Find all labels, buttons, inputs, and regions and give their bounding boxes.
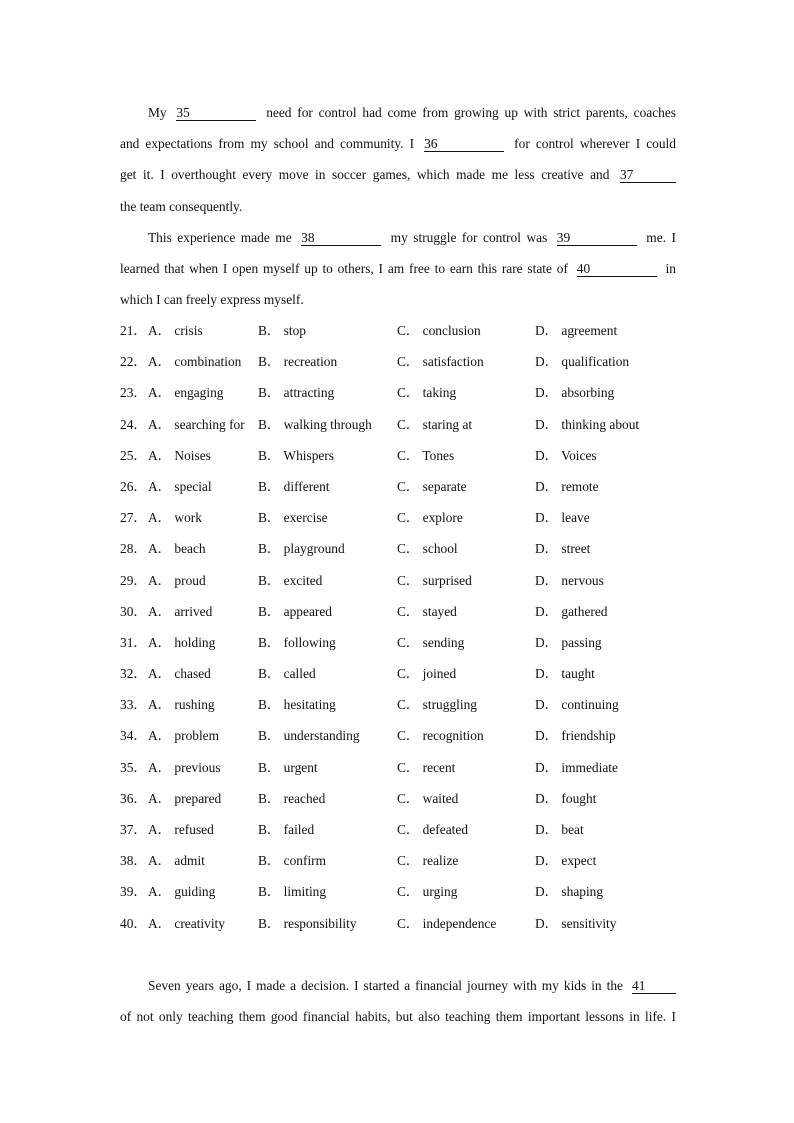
option-a: A． beach xyxy=(148,541,206,557)
option-a: A． combination xyxy=(148,354,242,370)
passage-line xyxy=(120,970,676,1001)
option-row xyxy=(120,720,680,751)
question-number: 26． xyxy=(120,478,147,494)
option-c: C． struggling xyxy=(397,697,477,713)
blank-38: 38 xyxy=(301,230,381,246)
option-c: C． school xyxy=(397,541,458,557)
option-c: C． recent xyxy=(397,759,456,775)
option-d: D． continuing xyxy=(535,697,619,713)
option-d: D． street xyxy=(535,541,591,557)
answer-options xyxy=(120,315,680,939)
question-number: 21． xyxy=(120,323,147,338)
option-a: A． creativity xyxy=(148,915,225,931)
option-c: C． independence xyxy=(397,915,497,931)
option-d: D． nervous xyxy=(535,572,604,588)
option-a: A． refused xyxy=(148,822,214,837)
passage-two xyxy=(120,970,676,1032)
question-number: 40． xyxy=(120,915,147,931)
option-row xyxy=(120,876,680,907)
option-c: C． satisfaction xyxy=(397,354,484,370)
option-b: B． exercise xyxy=(258,510,328,526)
option-b: B． understanding xyxy=(258,728,360,744)
option-d: D． qualification xyxy=(535,354,630,370)
option-row xyxy=(120,845,680,876)
text: in xyxy=(665,260,676,276)
passage-line xyxy=(120,128,676,159)
blank-37: 37 xyxy=(620,167,676,183)
question-number: 23． xyxy=(120,385,147,401)
option-d: D． fought xyxy=(535,790,597,806)
option-d: D． taught xyxy=(535,666,595,682)
blank-40: 40 xyxy=(577,261,657,277)
option-a: A． special xyxy=(148,478,212,494)
option-d: D． friendship xyxy=(535,728,616,744)
text: me. I xyxy=(646,229,676,245)
passage-line xyxy=(120,97,676,128)
option-b: B． recreation xyxy=(258,354,338,370)
option-c: C． defeated xyxy=(397,822,469,837)
option-c: C． taking xyxy=(397,385,457,401)
question-number: 29． xyxy=(120,572,147,588)
option-row xyxy=(120,346,680,377)
option-b: B． hesitating xyxy=(258,697,336,713)
option-b: B． failed xyxy=(258,822,315,837)
option-a: A． engaging xyxy=(148,385,224,401)
option-b: B． confirm xyxy=(258,853,327,869)
option-row xyxy=(120,502,680,533)
option-c: C． conclusion xyxy=(397,323,481,338)
question-number: 25． xyxy=(120,447,147,463)
question-number: 27． xyxy=(120,510,147,526)
text: My xyxy=(148,105,167,120)
passage-line xyxy=(120,253,676,284)
passage-line xyxy=(120,222,676,253)
question-number: 33． xyxy=(120,697,147,713)
question-number: 36． xyxy=(120,790,147,806)
option-row xyxy=(120,783,680,814)
passage-line: the team consequently. xyxy=(120,198,243,214)
text: This experience made me xyxy=(148,229,292,245)
passage-line: of not only teaching them good financial habits, but also teaching them important lessons in life. I xyxy=(120,1009,676,1025)
option-c: C． staring at xyxy=(397,416,473,432)
blank-35: 35 xyxy=(176,105,256,121)
option-row xyxy=(120,689,680,720)
option-row xyxy=(120,471,680,502)
option-a: A． crisis xyxy=(148,323,203,338)
option-c: C． separate xyxy=(397,478,467,494)
option-d: D． leave xyxy=(535,510,590,526)
question-number: 31． xyxy=(120,634,147,650)
option-a: A． rushing xyxy=(148,697,215,713)
option-a: A． problem xyxy=(148,728,220,744)
option-b: B． limiting xyxy=(258,884,327,900)
option-d: D． passing xyxy=(535,634,602,650)
option-row xyxy=(120,752,680,783)
blank-36: 36 xyxy=(424,136,504,152)
option-b: B． appeared xyxy=(258,603,332,619)
option-d: D． shaping xyxy=(535,884,604,900)
question-number: 37． xyxy=(120,822,147,837)
option-a: A． proud xyxy=(148,572,206,588)
option-b: B． stop xyxy=(258,323,306,338)
option-d: D． agreement xyxy=(535,323,618,338)
option-b: B． attracting xyxy=(258,385,335,401)
question-number: 35． xyxy=(120,759,147,775)
option-row xyxy=(120,565,680,596)
passage-one xyxy=(120,97,676,315)
text: need for control had come from growing up with strict parents, coaches xyxy=(266,105,677,120)
option-c: C． explore xyxy=(397,510,463,526)
option-d: D． thinking about xyxy=(535,416,640,432)
option-d: D． sensitivity xyxy=(535,915,617,931)
option-a: A． chased xyxy=(148,666,211,682)
text: for control wherever I could xyxy=(514,136,676,152)
option-b: B． responsibility xyxy=(258,915,357,931)
option-c: C． waited xyxy=(397,790,459,806)
option-row xyxy=(120,814,680,845)
question-number: 34． xyxy=(120,728,147,744)
option-c: C． joined xyxy=(397,666,457,682)
option-row xyxy=(120,440,680,471)
option-b: B． walking through xyxy=(258,416,372,432)
option-a: A． prepared xyxy=(148,790,222,806)
option-b: B． following xyxy=(258,634,336,650)
passage-line: which I can freely express myself. xyxy=(120,292,304,308)
question-number: 28． xyxy=(120,541,147,557)
option-d: D． absorbing xyxy=(535,385,615,401)
option-b: B． different xyxy=(258,478,330,494)
question-number: 32． xyxy=(120,666,147,682)
option-b: B． playground xyxy=(258,541,345,557)
question-number: 39． xyxy=(120,884,147,900)
option-c: C． stayed xyxy=(397,603,457,619)
option-a: A． Noises xyxy=(148,447,211,463)
option-c: C． realize xyxy=(397,853,459,869)
option-b: B． excited xyxy=(258,572,323,588)
option-d: D． Voices xyxy=(535,447,597,463)
option-a: A． admit xyxy=(148,853,205,869)
option-d: D． remote xyxy=(535,478,599,494)
option-a: A． arrived xyxy=(148,603,213,619)
blank-41: 41 xyxy=(632,978,676,994)
option-a: A． work xyxy=(148,510,202,526)
option-c: C． sending xyxy=(397,634,465,650)
option-c: C． recognition xyxy=(397,728,484,744)
option-d: D． beat xyxy=(535,822,584,837)
text: and expectations from my school and community. I xyxy=(120,136,415,152)
option-row xyxy=(120,533,680,564)
option-a: A． guiding xyxy=(148,884,216,900)
option-b: B． Whispers xyxy=(258,447,335,463)
option-b: B． called xyxy=(258,666,316,682)
option-a: A． searching for xyxy=(148,416,245,432)
question-number: 30． xyxy=(120,603,147,619)
option-row xyxy=(120,377,680,408)
option-b: B． reached xyxy=(258,790,326,806)
question-number: 24． xyxy=(120,416,147,432)
blank-39: 39 xyxy=(557,230,637,246)
option-row xyxy=(120,409,680,440)
text: Seven years ago, I made a decision. I started a financial journey with my kids in the xyxy=(148,978,623,993)
option-row xyxy=(120,315,680,346)
option-d: D． expect xyxy=(535,853,597,869)
option-c: C． Tones xyxy=(397,447,455,463)
option-b: B． urgent xyxy=(258,759,318,775)
text: my struggle for control was xyxy=(390,229,548,245)
option-row xyxy=(120,908,680,939)
option-row xyxy=(120,596,680,627)
option-c: C． urging xyxy=(397,884,458,900)
option-a: A． previous xyxy=(148,759,221,775)
option-d: D． immediate xyxy=(535,759,618,775)
question-number: 38． xyxy=(120,853,147,869)
text: get it. I overthought every move in soccer games, which made me less creative and xyxy=(120,167,610,183)
question-number: 22． xyxy=(120,354,147,370)
option-c: C． surprised xyxy=(397,572,472,588)
option-d: D． gathered xyxy=(535,603,608,619)
option-row xyxy=(120,627,680,658)
text: learned that when I open myself up to others, I am free to earn this rare state of xyxy=(120,260,568,276)
passage-line xyxy=(120,159,676,190)
option-row xyxy=(120,658,680,689)
option-a: A． holding xyxy=(148,634,216,650)
